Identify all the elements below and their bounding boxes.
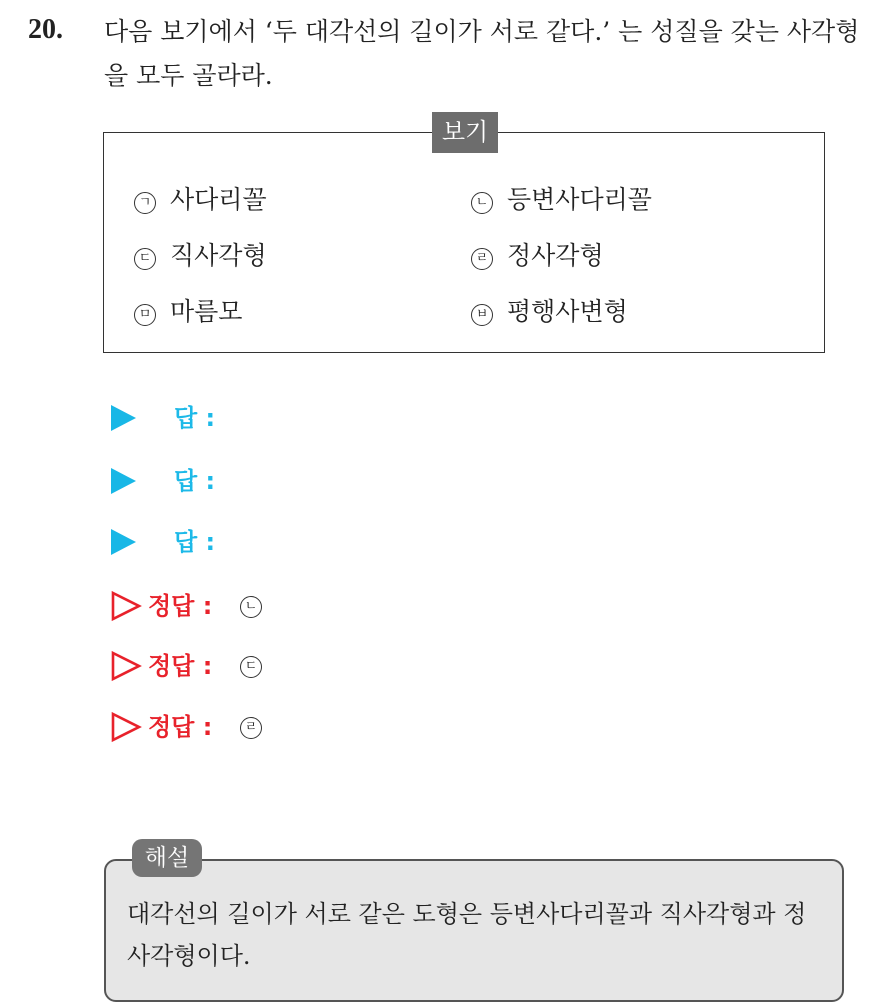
bogi-item-text: 마름모 [170, 297, 243, 326]
circled-mieum-icon: ㅁ [134, 304, 156, 326]
circled-rieul-icon: ㄹ [471, 248, 493, 270]
question-number: 20. [28, 14, 63, 45]
blue-triangle-arrow-icon [111, 529, 136, 555]
bogi-item [134, 296, 242, 328]
bogi-item [471, 240, 604, 272]
circled-bieup-icon: ㅂ [471, 304, 493, 326]
red-outline-triangle-arrow-icon [110, 650, 142, 682]
bogi-item [134, 184, 267, 216]
explanation-title: 해설 [132, 839, 202, 877]
circled-nieun-icon: ㄴ [471, 192, 493, 214]
correct-answer-label: 정답 : [148, 592, 213, 620]
explanation-box [104, 845, 844, 1002]
bogi-item-text: 등변사다리꼴 [507, 185, 652, 214]
answer-label: 답 : [174, 404, 216, 432]
circled-rieul-icon: ㄹ [240, 717, 262, 739]
circled-nieun-icon: ㄴ [240, 596, 262, 618]
answer-label: 답 : [174, 528, 216, 556]
red-outline-triangle-arrow-icon [110, 711, 142, 743]
correct-answer-label: 정답 : [148, 713, 213, 741]
bogi-item-text: 정사각형 [507, 241, 604, 270]
bogi-box [103, 118, 825, 353]
bogi-item-text: 직사각형 [170, 241, 267, 270]
bogi-item-text: 사다리꼴 [170, 185, 267, 214]
correct-answer-label: 정답 : [148, 652, 213, 680]
bogi-item [471, 296, 628, 328]
bogi-item-text: 평행사변형 [507, 297, 628, 326]
blue-triangle-arrow-icon [111, 405, 136, 431]
explanation-text: 대각선의 길이가 서로 같은 도형은 등변사다리꼴과 직사각형과 정사각형이다. [127, 900, 807, 970]
answer-label: 답 : [174, 467, 216, 495]
bogi-title: 보기 [432, 112, 498, 153]
question-text: 다음 보기에서 ‘두 대각선의 길이가 서로 같다.’ 는 성질을 갖는 사각형을 모두 골라라. [104, 17, 860, 90]
blue-triangle-arrow-icon [111, 468, 136, 494]
circled-digeut-icon: ㄷ [134, 248, 156, 270]
circled-digeut-icon: ㄷ [240, 656, 262, 678]
bogi-item [471, 184, 652, 216]
circled-giyeok-icon: ㄱ [134, 192, 156, 214]
red-outline-triangle-arrow-icon [110, 590, 142, 622]
bogi-item [134, 240, 267, 272]
